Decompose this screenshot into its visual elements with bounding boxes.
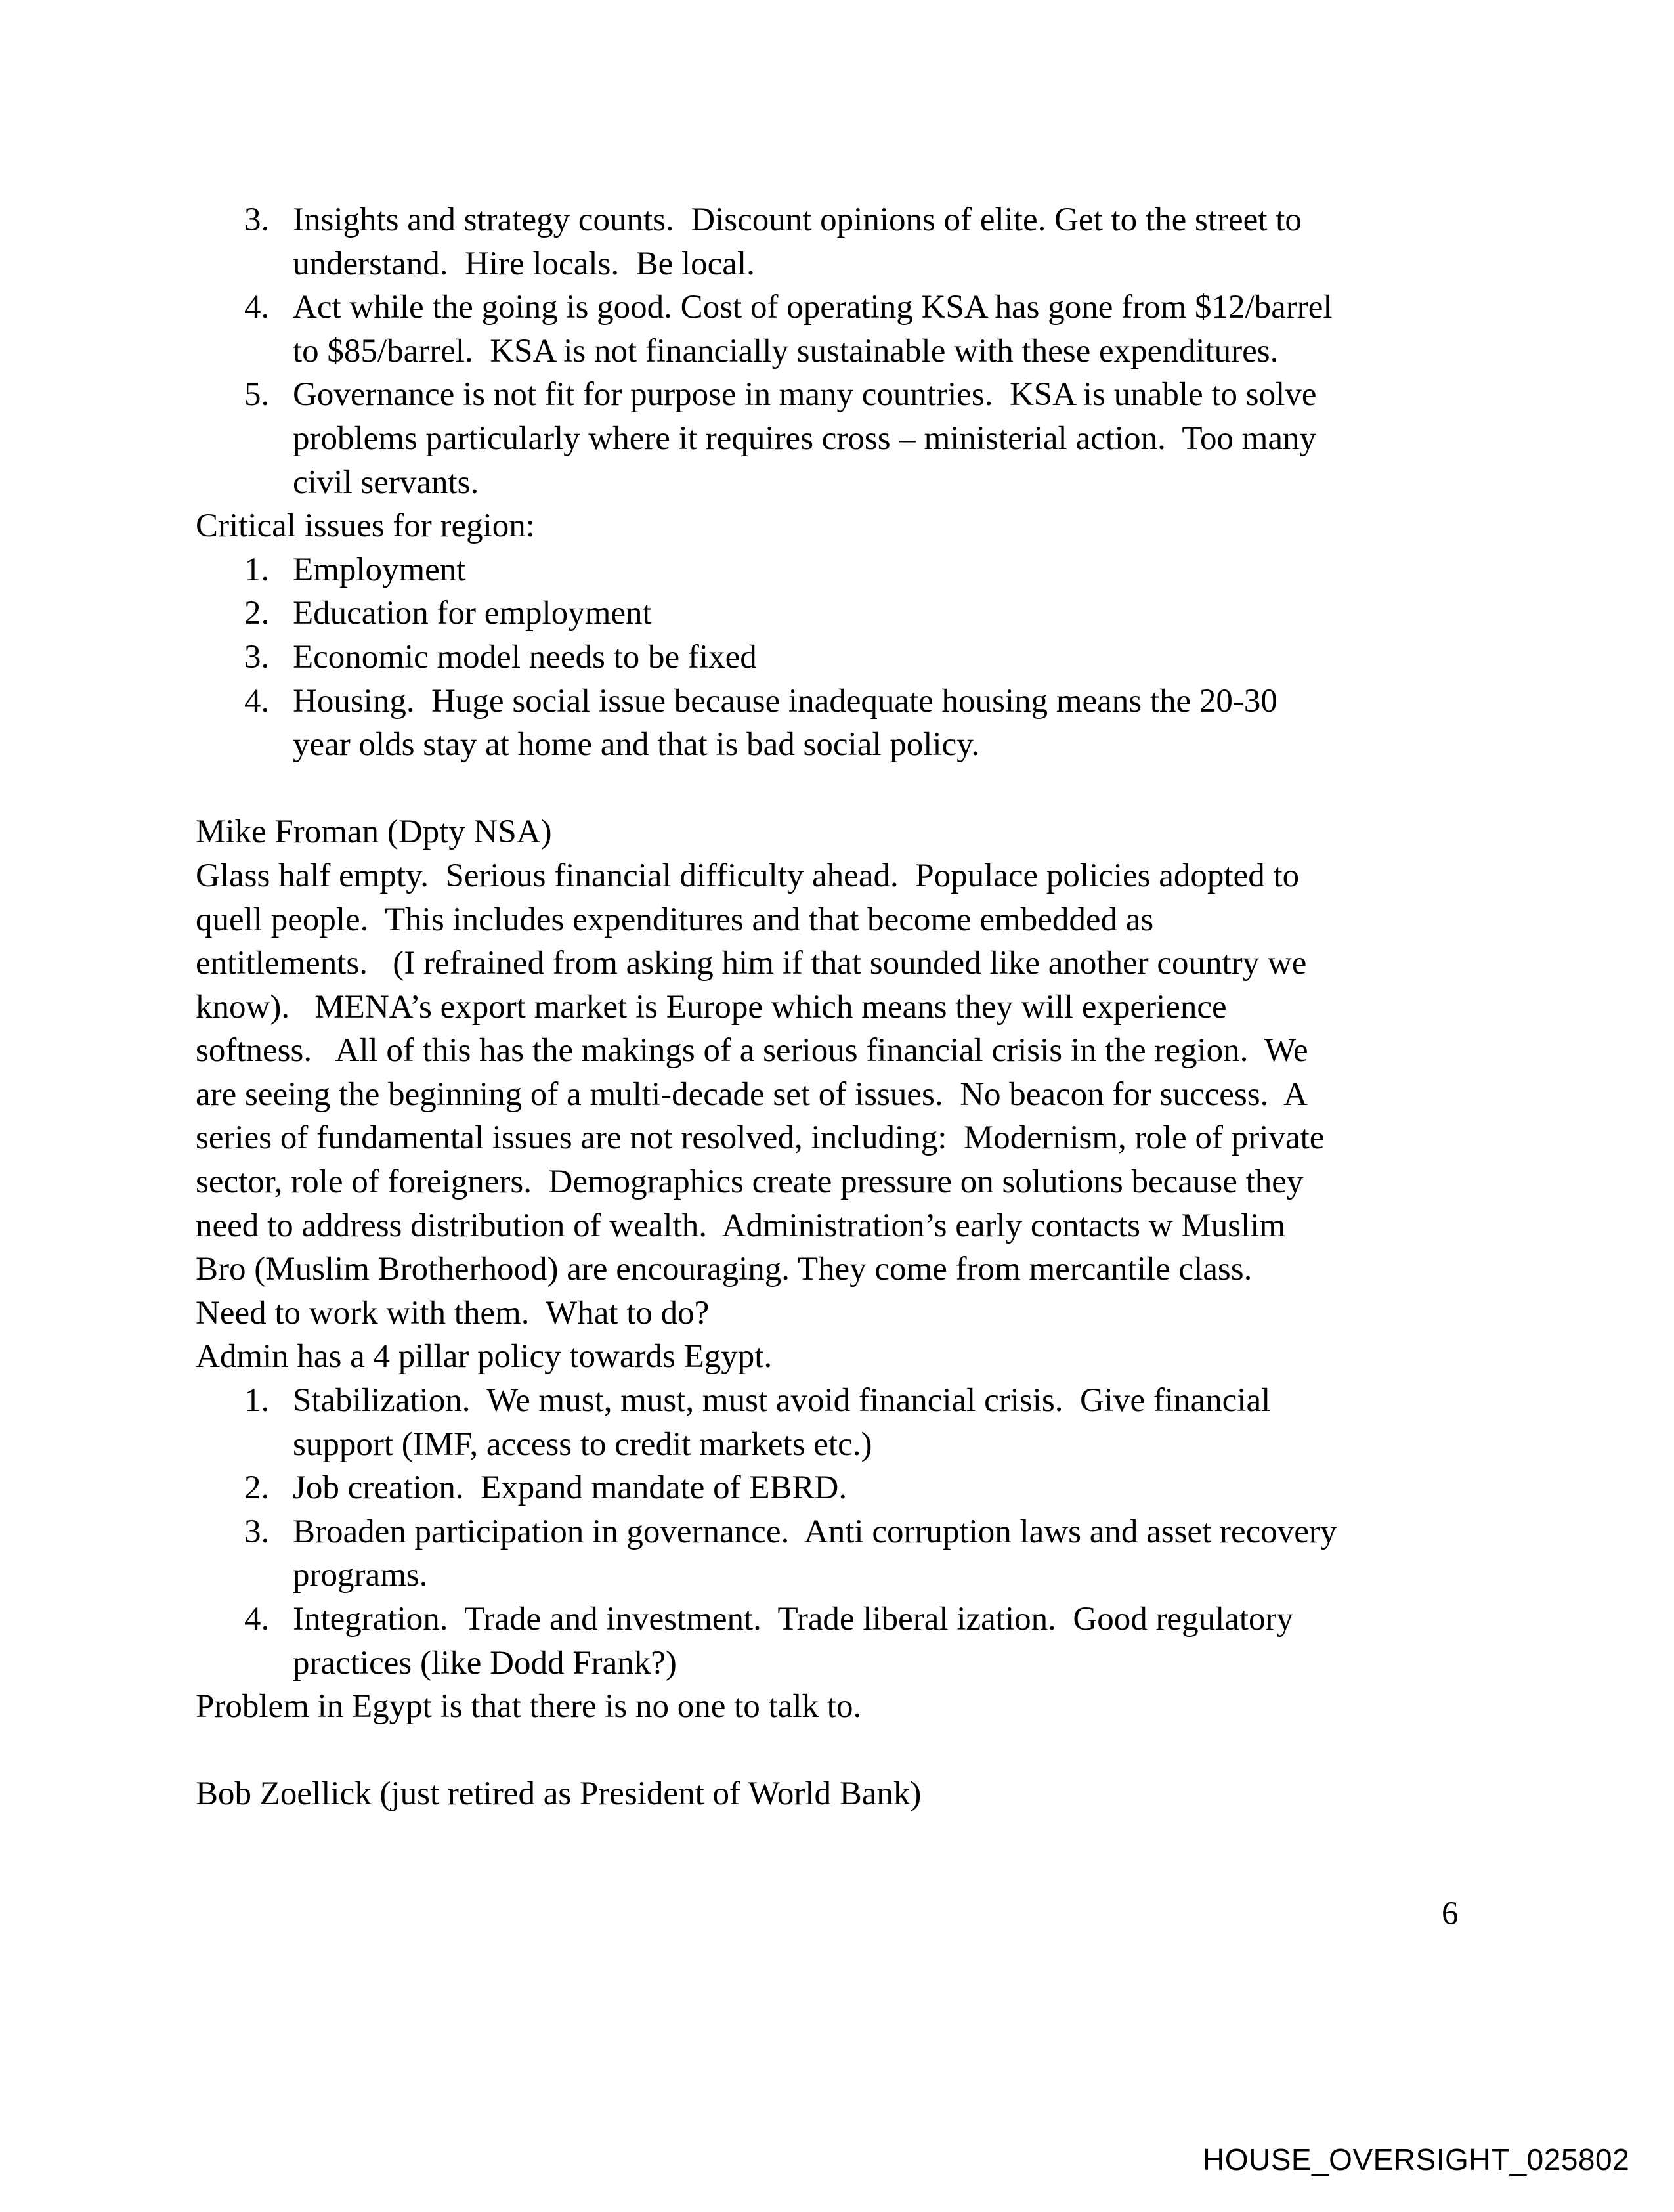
text-line: Bro (Muslim Brotherhood) are encouraging. They come from mercantile class. — [196, 1251, 1253, 1288]
text-line: Education for employment — [293, 595, 652, 632]
list-number: 3. — [244, 1513, 270, 1550]
text-line: sector, role of foreigners. Demographics create pressure on solutions because they — [196, 1163, 1304, 1201]
text-line: support (IMF, access to credit markets etc.) — [293, 1425, 872, 1463]
list-number: 2. — [244, 595, 270, 632]
text-line: Housing. Huge social issue because inadequate housing means the 20-30 — [293, 682, 1277, 720]
text-line: series of fundamental issues are not resolved, including: Modernism, role of private — [196, 1119, 1325, 1157]
text-line: programs. — [293, 1557, 428, 1594]
text-line: entitlements. (I refrained from asking him if that sounded like another country we — [196, 945, 1307, 982]
text-line: Bob Zoellick (just retired as President of World Bank) — [196, 1775, 922, 1813]
text-line: Job creation. Expand mandate of EBRD. — [293, 1469, 848, 1507]
list-item — [196, 286, 1482, 373]
text-line: civil servants. — [293, 464, 479, 501]
document-body — [196, 198, 1482, 1816]
paragraph — [196, 1335, 1482, 1379]
list-item — [196, 636, 1482, 680]
list-number: 3. — [244, 202, 270, 238]
list-number: 3. — [244, 638, 270, 676]
list-number: 5. — [244, 376, 270, 414]
list-number: 4. — [244, 1601, 270, 1637]
list-number: 4. — [244, 289, 270, 326]
text-line: Mike Froman (Dpty NSA) — [196, 813, 552, 851]
list-number: 4. — [244, 682, 270, 720]
blank-line — [196, 767, 1482, 811]
paragraph — [196, 854, 1482, 1335]
text-line: Problem in Egypt is that there is no one to talk to. — [196, 1688, 862, 1725]
list-item — [196, 1379, 1482, 1466]
text-line: problems particularly where it requires cross – ministerial action. Too many — [293, 420, 1317, 457]
list-item — [196, 548, 1482, 592]
text-line: Act while the going is good. Cost of operating KSA has gone from $12/barrel — [293, 289, 1333, 326]
blank-line — [196, 1729, 1482, 1773]
list-item — [196, 373, 1482, 504]
text-line: Admin has a 4 pillar policy towards Egypt. — [196, 1338, 773, 1376]
text-line: Integration. Trade and investment. Trade liberal ization. Good regulatory — [293, 1601, 1294, 1637]
paragraph — [196, 810, 1482, 854]
page-number: 6 — [1442, 1896, 1459, 1932]
text-line: Economic model needs to be fixed — [293, 638, 757, 676]
text-line: Insights and strategy counts. Discount opinions of elite. Get to the street to — [293, 202, 1302, 238]
text-line: need to address distribution of wealth. Administration’s early contacts w Muslim — [196, 1207, 1286, 1244]
list-number: 1. — [244, 551, 270, 588]
text-line: to $85/barrel. KSA is not financially sustainable with these expenditures. — [293, 332, 1279, 370]
list-item — [196, 592, 1482, 636]
text-line: year olds stay at home and that is bad social policy. — [293, 726, 980, 764]
text-line: softness. All of this has the makings of a serious financial crisis in the region. We — [196, 1032, 1308, 1070]
text-line: practices (like Dodd Frank?) — [293, 1644, 677, 1681]
list-number: 1. — [244, 1382, 270, 1420]
list-item — [196, 1466, 1482, 1510]
paragraph — [196, 504, 1482, 548]
list-item — [196, 680, 1482, 767]
text-line: Critical issues for region: — [196, 508, 535, 545]
text-line: know). MENA’s export market is Europe which means they will experience — [196, 988, 1227, 1026]
paragraph — [196, 1685, 1482, 1729]
list-item — [196, 198, 1482, 286]
text-line: Need to work with them. What to do? — [196, 1294, 710, 1332]
bates-stamp: HOUSE_OVERSIGHT_025802 — [1203, 2142, 1630, 2177]
text-line: understand. Hire locals. Be local. — [293, 245, 755, 282]
text-line: Governance is not fit for purpose in many countries. KSA is unable to solve — [293, 376, 1317, 414]
text-line: Stabilization. We must, must, must avoid financial crisis. Give financial — [293, 1382, 1271, 1420]
text-line: Glass half empty. Serious financial difficulty ahead. Populace policies adopted to — [196, 857, 1300, 894]
text-line: Employment — [293, 551, 466, 588]
text-line: quell people. This includes expenditures and that become embedded as — [196, 901, 1154, 938]
list-number: 2. — [244, 1469, 270, 1507]
paragraph — [196, 1772, 1482, 1816]
list-item — [196, 1510, 1482, 1597]
list-item — [196, 1597, 1482, 1685]
text-line: Broaden participation in governance. Anti corruption laws and asset recovery — [293, 1513, 1337, 1550]
text-line: are seeing the beginning of a multi-decade set of issues. No beacon for success. A — [196, 1075, 1308, 1113]
